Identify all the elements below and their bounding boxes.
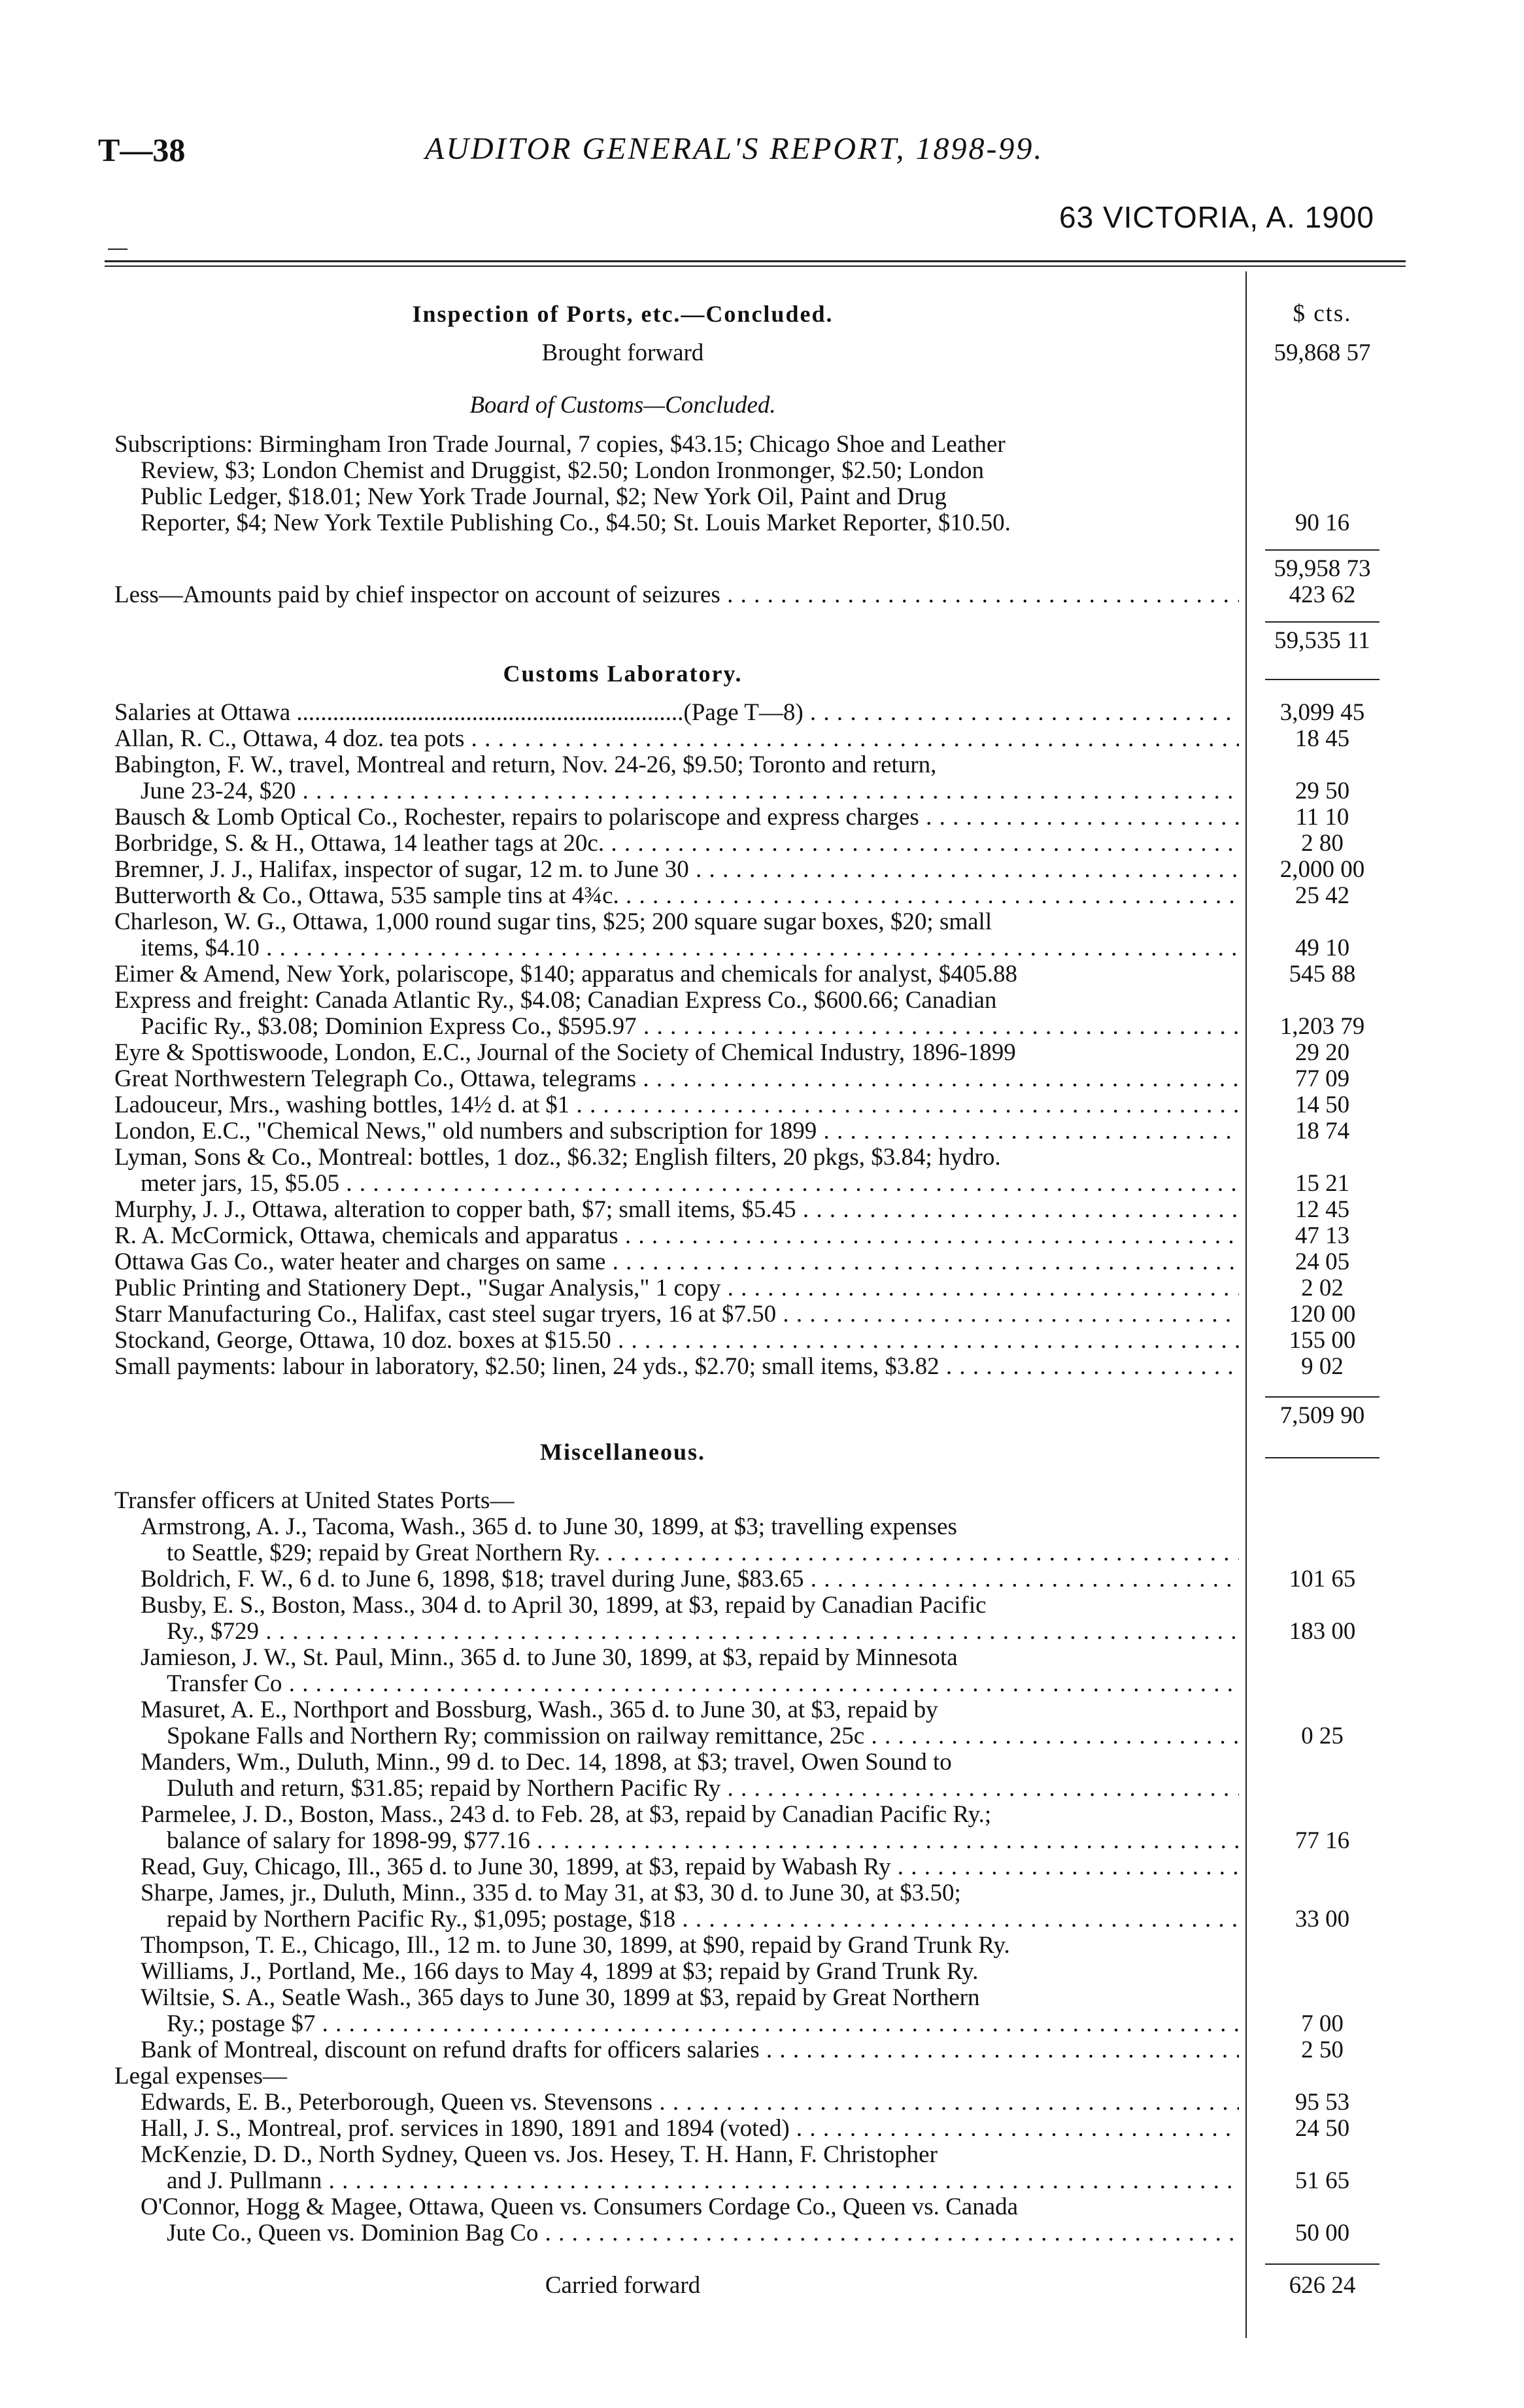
entry-text: Small payments: labour in laboratory, $2.50; linen, 24 yds., $2.70; small items, $3.82 . . . [114,1354,1239,1380]
ledger-row [0,1749,1524,1776]
entry-amount: 545 88 [1289,961,1356,988]
section-heading [0,661,1524,687]
ledger-row [0,1671,1524,1697]
entry-text: Lyman, Sons & Co., Montreal: bottles, 1 doz., $6.32; English filters, 20 pkgs, $3.84; hydro. [114,1144,1001,1171]
entry-text: Edwards, E. B., Peterborough, Queen vs. Stevensons . . . [141,2090,1239,2116]
entry-amount: 29 20 [1295,1039,1350,1066]
entry-amount: 25 42 [1295,882,1350,909]
entry-text: Murphy, J. J., Ottawa, alteration to copper bath, $7; small items, $5.45 . . . [114,1197,1239,1223]
entry-amount: 2,000 00 [1279,856,1365,883]
entry-text: Charleson, W. G., Ottawa, 1,000 round sugar tins, $25; 200 square sugar boxes, $20; small [114,909,992,935]
ledger-row [0,1403,1524,1429]
ledger-row [0,1592,1524,1619]
entry-amount: 2 02 [1301,1275,1344,1301]
header-rule [105,260,1406,262]
entry-text: Butterworth & Co., Ottawa, 535 sample tins at 4¾c. . . . [114,883,1239,909]
entry-text: McKenzie, D. D., North Sydney, Queen vs. Jos. Hesey, T. H. Hann, F. Christopher [141,2142,938,2168]
entry-text: Busby, E. S., Boston, Mass., 304 d. to April 30, 1899, at $3, repaid by Canadian Pacific [141,1592,987,1619]
ledger-row [0,1566,1524,1592]
ledger-row [0,1144,1524,1171]
ledger-row [0,582,1524,608]
ledger-row [0,2037,1524,2063]
ledger-row [0,1171,1524,1197]
ledger-row [0,1066,1524,1092]
ledger-row [0,2220,1524,2246]
entry-text: Starr Manufacturing Co., Halifax, cast steel sugar tryers, 16 at $7.50 . . . [114,1301,1239,1328]
ledger-row [0,857,1524,883]
ledger-row [0,778,1524,804]
entry-text: Bremner, J. J., Halifax, inspector of sugar, 12 m. to June 30 . . . [114,857,1239,883]
ledger-row [0,340,1524,366]
entry-text: Miscellaneous. [540,1439,705,1465]
entry-amount: 95 53 [1295,2089,1350,2116]
ledger-row [0,1301,1524,1328]
session-label: 63 VICTORIA, A. 1900 [1059,200,1374,234]
header-rule-secondary [105,266,1406,267]
ledger-row [0,1040,1524,1066]
subtotal-rule [1265,1396,1380,1398]
entry-text: Eimer & Amend, New York, polariscope, $140; apparatus and chemicals for analyst, $405.88 [114,961,1018,988]
entry-amount: 155 00 [1289,1327,1356,1354]
entry-amount: $ cts. [1293,300,1352,327]
entry-text: Transfer Co . . . [167,1671,1239,1697]
ledger-row [0,432,1524,458]
ledger-row [0,1697,1524,1723]
ledger-row [0,392,1524,419]
entry-text: Inspection of Ports, etc.—Concluded. [412,301,834,327]
ledger-row [0,1014,1524,1040]
ledger-row [0,1118,1524,1144]
entry-text: balance of salary for 1898-99, $77.16 . . . [167,1828,1239,1854]
entry-text: R. A. McCormick, Ottawa, chemicals and apparatus . . . [114,1223,1239,1249]
ledger-row [0,804,1524,831]
entry-text: Armstrong, A. J., Tacoma, Wash., 365 d. to June 30, 1899, at $3; travelling expenses [141,1514,957,1540]
ledger-row [0,726,1524,752]
ledger-row [0,1723,1524,1749]
ledger-row [0,1488,1524,1514]
ledger-row [0,988,1524,1014]
entry-text: Masuret, A. E., Northport and Bossburg, Wash., 365 d. to June 30, at $3, repaid by [141,1697,938,1723]
entry-amount: 50 00 [1295,2220,1350,2246]
ledger-row [0,2116,1524,2142]
entry-text: Babington, F. W., travel, Montreal and return, Nov. 24-26, $9.50; Toronto and return, [114,752,937,778]
ledger-row [0,1933,1524,1959]
ledger-row [0,2168,1524,2194]
entry-text: Sharpe, James, jr., Duluth, Minn., 335 d. to May 31, at $3, 30 d. to June 30, at $3.50; [141,1880,961,1906]
entry-text: repaid by Northern Pacific Ry., $1,095; postage, $18 . . . [167,1906,1239,1933]
entry-text: Legal expenses— [114,2063,288,2090]
ledger-row [0,484,1524,510]
ledger-row [0,1197,1524,1223]
entry-text: Ry.; postage $7 . . . [167,2011,1239,2037]
entry-text: to Seattle, $29; repaid by Great Northern Ry. . . . [167,1540,1239,1566]
entry-text: Eyre & Spottiswoode, London, E.C., Journal of the Society of Chemical Industry, 1896-1899 [114,1040,1016,1066]
ledger-row [0,909,1524,935]
ledger-row [0,2090,1524,2116]
ledger-row [0,1619,1524,1645]
entry-text: Stockand, George, Ottawa, 10 doz. boxes at $15.50 . . . [114,1328,1239,1354]
entry-text: Parmelee, J. D., Boston, Mass., 243 d. to Feb. 28, at $3, repaid by Canadian Pacific Ry.; [141,1802,992,1828]
entry-text: Pacific Ry., $3.08; Dominion Express Co., $595.97 . . . [141,1014,1239,1040]
ledger-row [0,458,1524,484]
ledger-row [0,1540,1524,1566]
entry-amount: 14 50 [1295,1092,1350,1118]
entry-amount: 7,509 90 [1279,1402,1365,1429]
ledger-row [0,1328,1524,1354]
ledger-row [0,556,1524,582]
entry-amount: 15 21 [1295,1170,1350,1197]
entry-amount: 24 50 [1295,2115,1350,2142]
entry-text: Ladouceur, Mrs., washing bottles, 14½ d. at $1 . . . [114,1092,1239,1118]
entry-amount: 3,099 45 [1279,699,1365,726]
entry-amount: 183 00 [1289,1618,1356,1645]
section-rule [1265,679,1380,680]
entry-amount: 2 80 [1301,830,1344,857]
entry-text: Allan, R. C., Ottawa, 4 doz. tea pots . . . [114,726,1239,752]
ledger-row [0,2142,1524,2168]
ledger-row [0,2194,1524,2220]
entry-text: Thompson, T. E., Chicago, Ill., 12 m. to June 30, 1899, at $90, repaid by Grand Trunk Ry. [141,1933,1010,1959]
section-heading [0,1439,1524,1465]
ledger-row [0,1880,1524,1906]
entry-text: Duluth and return, $31.85; repaid by Northern Pacific Ry . . . [167,1776,1239,1802]
section-heading [0,301,1524,327]
entry-text: Public Ledger, $18.01; New York Trade Journal, $2; New York Oil, Paint and Drug [141,484,947,510]
ledger-row [0,752,1524,778]
entry-text: Brought forward [541,340,704,366]
entry-text: Jute Co., Queen vs. Dominion Bag Co . . . [167,2220,1239,2246]
entry-text: Bausch & Lomb Optical Co., Rochester, repairs to polariscope and express charges . . . [114,804,1239,831]
ledger-row [0,1959,1524,1985]
entry-amount: 24 05 [1295,1248,1350,1275]
entry-amount: 423 62 [1289,581,1356,608]
entry-text: Review, $3; London Chemist and Druggist, $2.50; London Ironmonger, $2.50; London [141,458,984,484]
ledger-row [0,1514,1524,1540]
entry-text: Bank of Montreal, discount on refund drafts for officers salaries . . . [141,2037,1239,2063]
entry-text: Manders, Wm., Duluth, Minn., 99 d. to Dec. 14, 1898, at $3; travel, Owen Sound to [141,1749,952,1776]
entry-amount: 9 02 [1301,1353,1344,1380]
entry-amount: 101 65 [1289,1566,1356,1592]
total-rule [1265,2263,1380,2265]
subtotal-rule [1265,621,1380,623]
entry-amount: 29 50 [1295,778,1350,804]
ledger-row [0,935,1524,961]
entry-amount: 59,535 11 [1274,627,1370,654]
entry-text: Borbridge, S. & H., Ottawa, 14 leather tags at 20c. . . . [114,831,1239,857]
entry-amount: 47 13 [1295,1222,1350,1249]
entry-amount: 0 25 [1301,1723,1344,1749]
page-title: AUDITOR GENERAL'S REPORT, 1898-99. [425,131,1044,166]
ledger-row [0,2063,1524,2090]
ledger-row [0,831,1524,857]
ledger-row [0,2011,1524,2037]
ledger-row [0,700,1524,726]
entry-text: Read, Guy, Chicago, Ill., 365 d. to June 30, 1899, at $3, repaid by Wabash Ry . . . [141,1854,1239,1880]
entry-text: London, E.C., "Chemical News," old numbers and subscription for 1899 . . . [114,1118,1239,1144]
entry-amount: 12 45 [1295,1196,1350,1223]
ledger-row [0,1092,1524,1118]
entry-amount: 90 16 [1295,509,1350,536]
ledger-row [0,1354,1524,1380]
ledger-row [0,1828,1524,1854]
entry-text: meter jars, 15, $5.05 . . . [141,1171,1239,1197]
entry-amount: 49 10 [1295,935,1350,961]
ledger-row [0,2273,1524,2299]
entry-amount: 626 24 [1289,2272,1356,2299]
entry-amount: 11 10 [1295,804,1349,831]
ledger-row [0,1776,1524,1802]
ledger-row [0,1249,1524,1275]
subtotal-rule [1265,549,1380,551]
page-number: T—38 [98,131,186,168]
entry-text: Spokane Falls and Northern Ry; commission on railway remittance, 25c . . . [167,1723,1239,1749]
ledger-row [0,1906,1524,1933]
entry-text: O'Connor, Hogg & Magee, Ottawa, Queen vs. Consumers Cordage Co., Queen vs. Canada [141,2194,1019,2220]
entry-amount: 77 16 [1295,1827,1350,1854]
entry-text: Boldrich, F. W., 6 d. to June 6, 1898, $18; travel during June, $83.65 . . . [141,1566,1239,1592]
entry-amount: 7 00 [1301,2010,1344,2037]
ledger-row [0,1275,1524,1301]
entry-amount: 33 00 [1295,1906,1350,1933]
entry-amount: 51 65 [1295,2167,1350,2194]
ledger-row [0,1802,1524,1828]
entry-text: Williams, J., Portland, Me., 166 days to May 4, 1899 at $3; repaid by Grand Trunk Ry. [141,1959,979,1985]
section-rule [1265,1457,1380,1458]
entry-amount: 1,203 79 [1279,1013,1365,1040]
entry-amount: 77 09 [1295,1065,1350,1092]
entry-text: and J. Pullmann . . . [167,2168,1239,2194]
entry-amount: 59,958 73 [1274,555,1371,582]
entry-text: June 23-24, $20 . . . [141,778,1239,804]
entry-amount: 2 50 [1301,2037,1344,2063]
entry-text: Salaries at Ottawa ................................................................(Page T—8) . . . [114,700,1239,726]
ledger-row [0,628,1524,654]
entry-text: Public Printing and Stationery Dept., "Sugar Analysis," 1 copy . . . [114,1275,1239,1301]
entry-amount: 59,868 57 [1274,339,1371,366]
ledger-row [0,1223,1524,1249]
entry-text: Carried forward [545,2273,701,2299]
entry-text: Great Northwestern Telegraph Co., Ottawa, telegrams . . . [114,1066,1239,1092]
ledger-row [0,510,1524,536]
entry-text: Jamieson, J. W., St. Paul, Minn., 365 d. to June 30, 1899, at $3, repaid by Minnesota [141,1645,958,1671]
entry-amount: 18 45 [1295,725,1350,752]
entry-text: Express and freight: Canada Atlantic Ry., $4.08; Canadian Express Co., $600.66; Canadian [114,988,997,1014]
ledger-row [0,961,1524,988]
entry-text: Transfer officers at United States Ports— [114,1488,515,1514]
entry-amount: 120 00 [1289,1301,1356,1328]
entry-amount: 18 74 [1295,1118,1350,1144]
entry-text: Subscriptions: Birmingham Iron Trade Journal, 7 copies, $43.15; Chicago Shoe and Leather [114,432,1006,458]
entry-text: Wiltsie, S. A., Seatle Wash., 365 days to June 30, 1899 at $3, repaid by Great Northern [141,1985,980,2011]
ledger-row [0,1854,1524,1880]
ledger-row [0,1985,1524,2011]
entry-text: items, $4.10 . . . [141,935,1239,961]
ledger-row [0,883,1524,909]
entry-text: Less—Amounts paid by chief inspector on account of seizures . . . [114,582,1239,608]
ledger-row [0,1645,1524,1671]
entry-text: Ry., $729 . . . [167,1619,1239,1645]
entry-text: Ottawa Gas Co., water heater and charges on same . . . [114,1249,1239,1275]
entry-text: Reporter, $4; New York Textile Publishing Co., $4.50; St. Louis Market Reporter, $10.50. [141,510,1011,536]
margin-dash [108,249,127,250]
entry-text: Customs Laboratory. [503,661,743,687]
entry-text: Board of Customs—Concluded. [469,392,776,419]
entry-text: Hall, J. S., Montreal, prof. services in 1890, 1891 and 1894 (voted) . . . [141,2116,1239,2142]
